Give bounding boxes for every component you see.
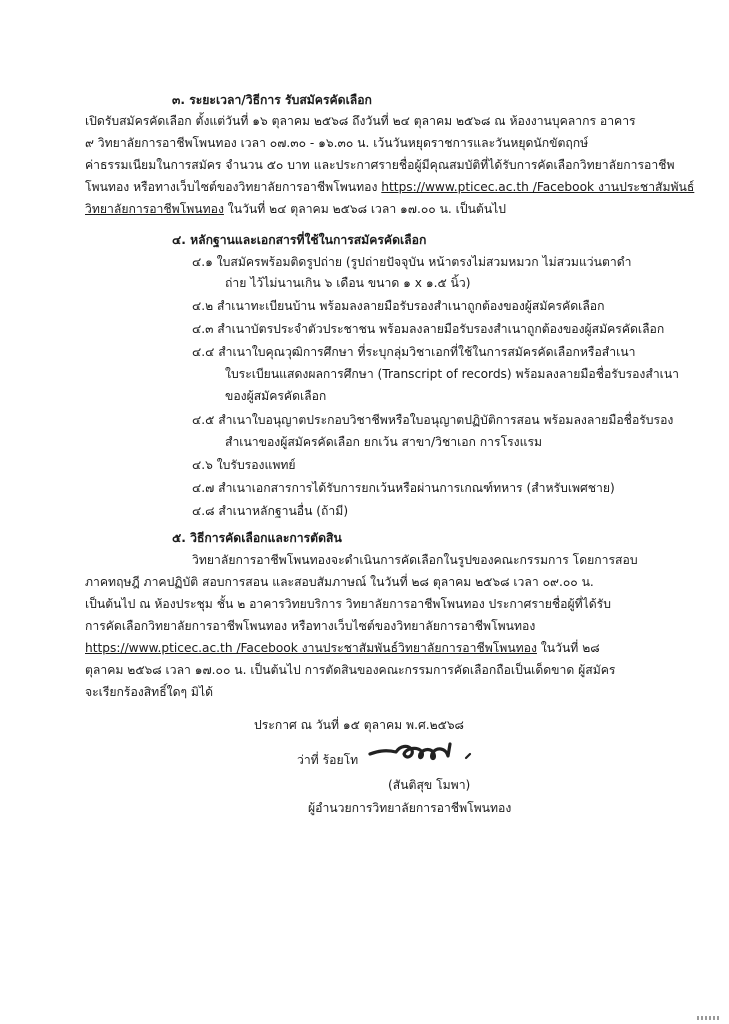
section-5-line: ตุลาคม ๒๕๖๘ เวลา ๑๗.๐๐ น. เป็นต้นไป การตัดสินของคณะกรรมการคัดเลือกถือเป็นเด็ดขาด ผู้สมัคร	[85, 663, 616, 677]
signer-rank: ว่าที่ ร้อยโท	[297, 753, 359, 767]
list-item: ๔.๓ สำเนาบัตรประจำตัวประชาชน พร้อมลงลายมือรับรองสำเนาถูกต้องของผู้สมัครคัดเลือก	[192, 322, 665, 336]
page-edge-mark	[697, 1016, 721, 1020]
signer-name: (สันติสุข โมพา)	[388, 778, 471, 792]
handwritten-signature	[366, 732, 516, 776]
website-link[interactable]: https://www.pticec.ac.th /Facebook งานประชาสัมพันธ์	[381, 180, 695, 194]
list-item-continuation: ใบระเบียนแสดงผลการศึกษา (Transcript of records) พร้อมลงลายมือชื่อรับรองสำเนา	[225, 367, 680, 381]
list-item: ๔.๕ สำเนาใบอนุญาตประกอบวิชาชีพหรือใบอนุญาตปฏิบัติการสอน พร้อมลงลายมือชื่อรับรอง	[192, 413, 674, 427]
list-item: ๔.๗ สำเนาเอกสารการได้รับการยกเว้นหรือผ่านการเกณฑ์ทหาร (สำหรับเพศชาย)	[192, 481, 615, 495]
list-item: ๔.๑ ใบสมัครพร้อมติดรูปถ่าย (รูปถ่ายปัจจุบัน หน้าตรงไม่สวมหมวก ไม่สวมแว่นตาดำ	[192, 255, 632, 269]
section-5-line: เป็นต้นไป ณ ห้องประชุม ชั้น ๒ อาคารวิทยบริการ วิทยาลัยการอาชีพโพนทอง ประกาศรายชื่อผู้ที่ได้รับ	[85, 597, 611, 611]
facebook-page-link[interactable]: วิทยาลัยการอาชีพโพนทอง	[85, 202, 224, 216]
list-item: ๔.๒ สำเนาทะเบียนบ้าน พร้อมลงลายมือรับรองสำเนาถูกต้องของผู้สมัครคัดเลือก	[192, 299, 605, 313]
section-5-line5-text: ในวันที่ ๒๘	[536, 641, 600, 655]
section-3-line5-text: ในวันที่ ๒๔ ตุลาคม ๒๕๖๘ เวลา ๑๗.๐๐ น. เป็นต้นไป	[223, 202, 507, 216]
section-3-line: ๙ วิทยาลัยการอาชีพโพนทอง เวลา ๐๗.๓๐ - ๑๖.๓๐ น. เว้นวันหยุดราชการและวันหยุดนักขัตฤกษ์	[85, 136, 589, 150]
list-item: ๔.๔ สำเนาใบคุณวุฒิการศึกษา ที่ระบุกลุ่มวิชาเอกที่ใช้ในการสมัครคัดเลือกหรือสำเนา	[192, 345, 636, 359]
section-5-line: จะเรียกร้องสิทธิ์ใดๆ มิได้	[85, 685, 214, 699]
section-5-line: วิทยาลัยการอาชีพโพนทองจะดำเนินการคัดเลือกในรูปของคณะกรรมการ โดยการสอบ	[192, 553, 638, 567]
section-5-line: การคัดเลือกวิทยาลัยการอาชีพโพนทอง หรือทางเว็บไซต์ของวิทยาลัยการอาชีพโพนทอง	[85, 619, 536, 633]
section-3-line: ค่าธรรมเนียมในการสมัคร จำนวน ๕๐ บาท และประกาศรายชื่อผู้มีคุณสมบัติที่ได้รับการคัดเลือกวิทยาลัยการอาชีพ	[85, 158, 675, 172]
list-item: ๔.๘ สำเนาหลักฐานอื่น (ถ้ามี)	[192, 504, 349, 518]
section-3-heading: ๓. ระยะเวลา/วิธีการ รับสมัครคัดเลือก	[172, 93, 372, 107]
section-3-line	[85, 179, 694, 195]
list-item-continuation: ของผู้สมัครคัดเลือก	[225, 389, 327, 403]
website-facebook-link[interactable]: https://www.pticec.ac.th /Facebook งานประชาสัมพันธ์วิทยาลัยการอาชีพโพนทอง	[85, 641, 537, 655]
section-5-line: ภาคทฤษฎี ภาคปฏิบัติ สอบการสอน และสอบสัมภาษณ์ ในวันที่ ๒๘ ตุลาคม ๒๕๖๘ เวลา ๐๙.๐๐ น.	[85, 575, 594, 589]
signer-title: ผู้อำนวยการวิทยาลัยการอาชีพโพนทอง	[308, 801, 512, 815]
section-3-line: เปิดรับสมัครคัดเลือก ตั้งแต่วันที่ ๑๖ ตุลาคม ๒๕๖๘ ถึงวันที่ ๒๔ ตุลาคม ๒๕๖๘ ณ ห้องงานบุคลากร อาคาร	[85, 114, 636, 128]
list-item: ๔.๖ ใบรับรองแพทย์	[192, 458, 296, 472]
section-3-line4-text: โพนทอง หรือทางเว็บไซต์ของวิทยาลัยการอาชีพโพนทอง	[85, 180, 382, 194]
announcement-date: ประกาศ ณ วันที่ ๑๕ ตุลาคม พ.ศ.๒๕๖๘	[254, 718, 464, 732]
section-3-line	[85, 201, 506, 217]
section-5-line	[85, 640, 600, 656]
list-item-continuation: ถ่าย ไว้ไม่นานเกิน ๖ เดือน ขนาด ๑ x ๑.๕ นิ้ว)	[225, 276, 471, 290]
section-4-heading: ๔. หลักฐานและเอกสารที่ใช้ในการสมัครคัดเลือก	[172, 233, 427, 247]
section-5-heading: ๕. วิธีการคัดเลือกและการตัดสิน	[172, 531, 342, 545]
list-item-continuation: สำเนาของผู้สมัครคัดเลือก ยกเว้น สาขา/วิชาเอก การโรงแรม	[225, 435, 543, 449]
